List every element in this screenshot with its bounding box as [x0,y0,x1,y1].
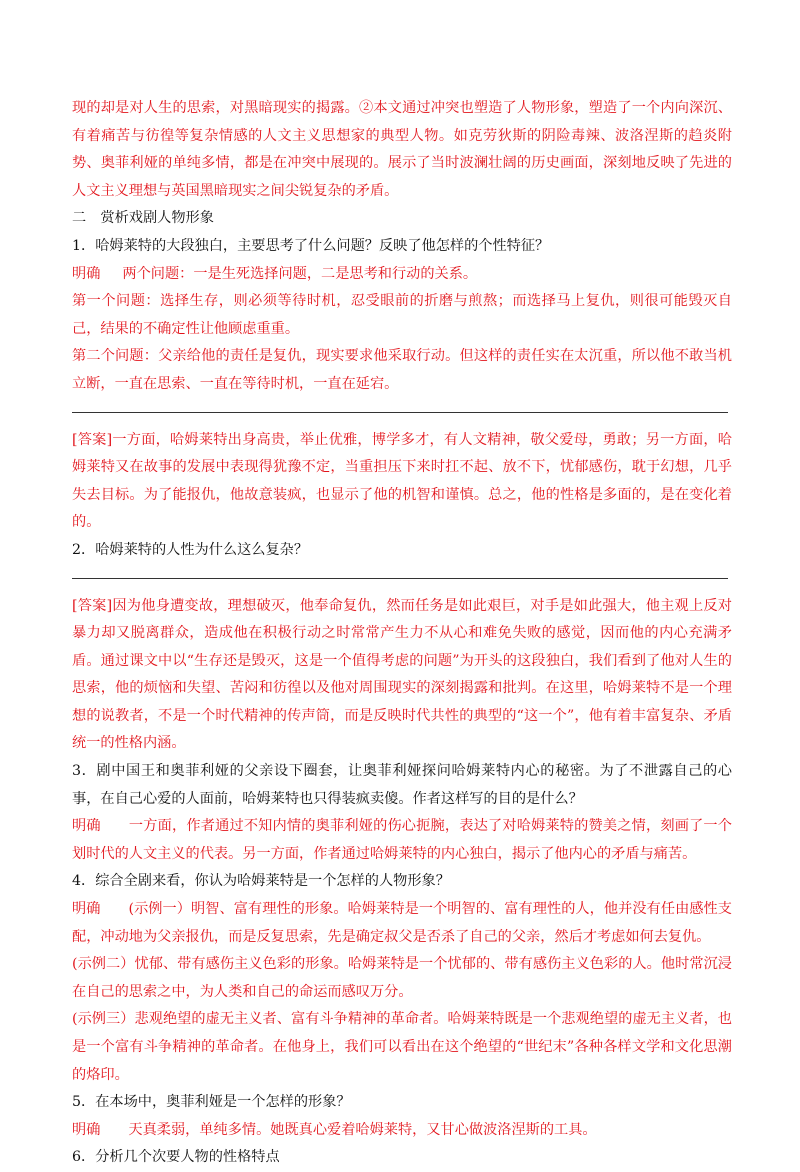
question-2: 2．哈姆莱特的人性为什么这么复杂？ [72,541,309,558]
answer-4-example-2: (示例二）忧郁、带有感伤主义色彩的形象。哈姆莱特是一个忧郁的、带有感伤主义色彩的人。他时常沉浸在自己的思索之中，为人类和自己的命运而感叹万分。 [72,956,732,1000]
answer-1-line [72,261,732,289]
document-body [72,95,732,1172]
answer-1-part-b: 第一个问题：选择生存，则必须等待时机，忍受眼前的折磨与煎熬；而选择马上复仇，则很可能毁灭自己，结果的不确定性让他顾虑重重。 [72,293,732,337]
answer-block-2: [答案]因为他身遭变故，理想破灭，他奉命复仇，然而任务是如此艰巨，对手是如此强大，他主观上反对暴力却又脱离群众，造成他在积极行动之时常常产生力不从心和难免失败的感觉，因而他的内心充满矛盾。通过课文中以“生存还是毁灭，这是一个值得考虑的问题”为开头的这段独白，我们看到了他对人生的思索，他的烦恼和失望、苦闷和彷徨以及他对周围现实的深刻揭露和批判。在这里，哈姆莱特不是一个理想的说教者，不是一个时代精神的传声筒，而是反映时代共性的典型的“这一个”，他有着丰富复杂、矛盾统一的性格内涵。 [72,597,732,752]
answer-label: 明确 [72,901,101,918]
paragraph-intro: 现的却是对人生的思索，对黑暗现实的揭露。②本文通过冲突也塑造了人物形象，塑造了一个内向深沉、有着痛苦与彷徨等复杂情感的人文主义思想家的典型人物。如克劳狄斯的阴险毒辣、波洛涅斯的趋炎附势、奥菲利娅的单纯多情，都是在冲突中展现的。展示了当时波澜壮阔的历史画面，深刻地反映了先进的人文主义理想与英国黑暗现实之间尖锐复杂的矛盾。 [72,100,732,199]
answer-1-part-c: 第二个问题：父亲给他的责任是复仇，现实要求他采取行动。但这样的责任实在太沉重，所以他不敢当机立断，一直在思索、一直在等待时机，一直在延宕。 [72,348,732,392]
question-1: 1．哈姆莱特的大段独白，主要思考了什么问题？反映了他怎样的个性特征？ [72,237,550,254]
answer-4-example-1: (示例一）明智、富有理性的形象。哈姆莱特是一个明智的、富有理性的人，他并没有任由感性支配，冲动地为父亲报仇，而是反复思索，先是确定叔父是否杀了自己的父亲，然后才考虑如何去复仇。 [72,901,732,945]
answer-block-1: [答案]一方面，哈姆莱特出身高贵，举止优雅，博学多才，有人文精神，敬父爱母，勇敢；另一方面，哈姆莱特又在故事的发展中表现得犹豫不定，当重担压下来时扛不起、放不下，忧郁感伤，耽于幻想，几乎失去目标。为了能报仇，他故意装疯，也显示了他的机智和谨慎。总之，他的性格是多面的，是在变化着的。 [72,431,732,531]
question-6: 6．分析几个次要人物的性格特点 [72,1149,280,1166]
answer-label: 明确 [72,265,101,282]
answer-3-text: 一方面，作者通过不知内情的奥菲利娅的伤心扼腕，表达了对哈姆莱特的赞美之情，刻画了一个划时代的人文主义的代表。另一方面，作者通过哈姆莱特的内心独白，揭示了他内心的矛盾与痛苦。 [72,818,732,862]
answer-line-divider [72,578,728,579]
answer-label: 明确 [72,1121,101,1138]
answer-line-divider [72,412,728,413]
answer-1-text: 两个问题：一是生死选择问题，二是思考和行动的关系。 [122,265,478,282]
answer-5-text: 天真柔弱，单纯多情。她既真心爱着哈姆莱特，又甘心做波洛涅斯的工具。 [128,1121,597,1138]
answer-5-line [72,1117,732,1145]
answer-label: 明确 [72,818,101,835]
question-3: 3．剧中国王和奥菲利娅的父亲设下圈套，让奥菲利娅探问哈姆莱特内心的秘密。为了不泄露自己的心事，在自己心爱的人面前，哈姆莱特也只得装疯卖傻。作者这样写的目的是什么？ [72,763,732,807]
answer-4-line [72,896,732,951]
answer-3-line [72,813,732,868]
section-heading: 二 赏析戏剧人物形象 [72,210,214,227]
question-4: 4．综合全剧来看，你认为哈姆莱特是一个怎样的人物形象？ [72,873,450,890]
answer-4-example-3: (示例三）悲观绝望的虚无主义者、富有斗争精神的革命者。哈姆莱特既是一个悲观绝望的虚无主义者，也是一个富有斗争精神的革命者。在他身上，我们可以看出在这个绝望的“世纪末”各种各样文学和文化思潮的烙印。 [72,1011,732,1083]
question-5: 5．在本场中，奥菲利娅是一个怎样的形象？ [72,1094,351,1111]
